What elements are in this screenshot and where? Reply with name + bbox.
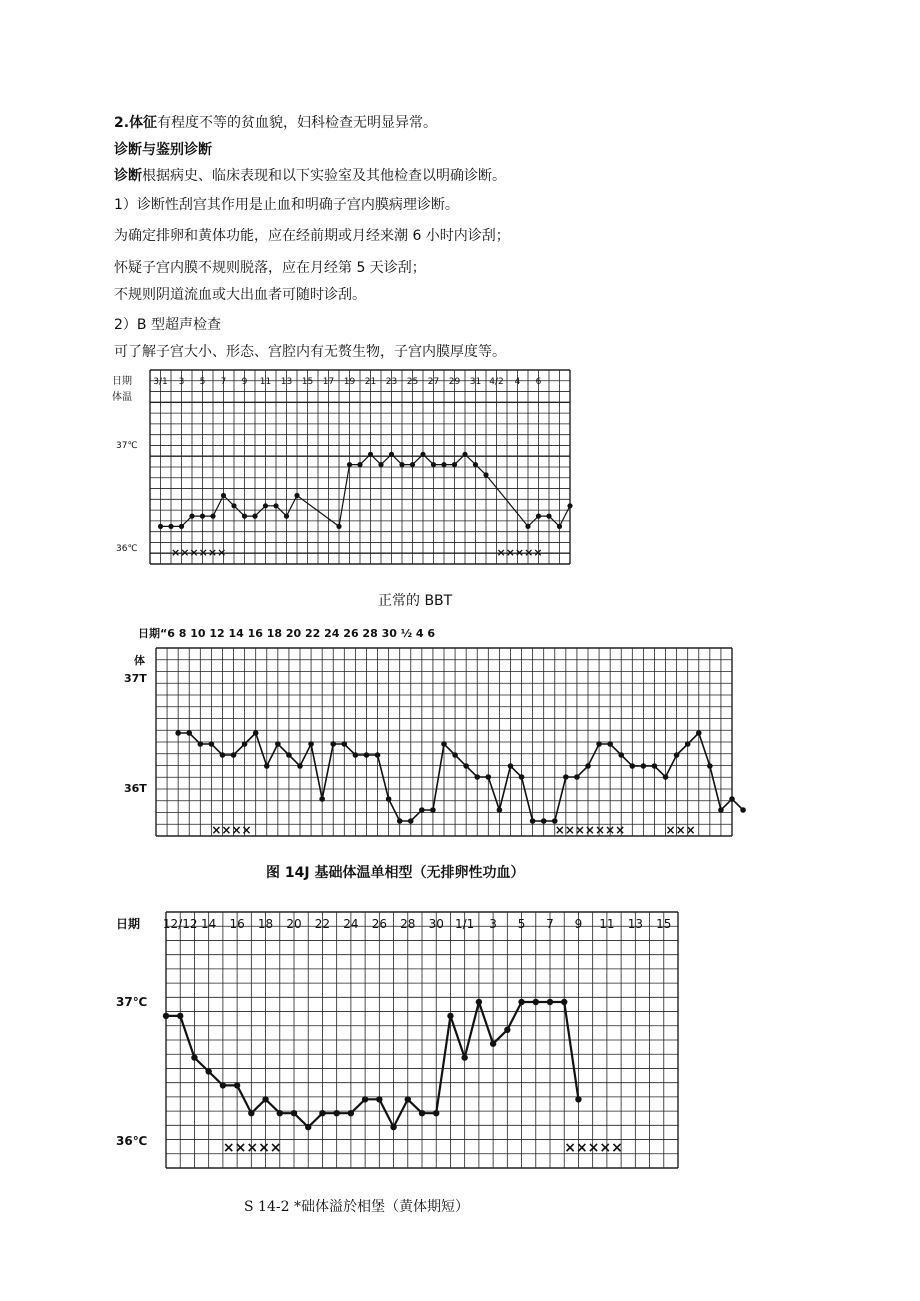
temperature-point [452, 752, 458, 758]
date-tick-label: 5 [517, 917, 526, 931]
chart-row-label: 体 [134, 654, 145, 667]
line-curettage: 1）诊断性刮宫其作用是止血和明确子宫内膜病理诊断。 [114, 197, 459, 213]
temperature-point [490, 1041, 496, 1047]
temperature-point [729, 796, 735, 802]
date-tick-label: 11 [599, 917, 615, 931]
date-tick-label: 13 [627, 917, 643, 931]
temperature-point [397, 818, 403, 824]
temperature-point [252, 514, 257, 519]
date-tick-label: 29 [448, 377, 461, 387]
diagnosis-text: 根据病史、临床表现和以下实验室及其他检查以明确诊断。 [142, 168, 506, 184]
temperature-point [474, 774, 480, 780]
temperature-point [607, 741, 613, 747]
temperature-point [652, 763, 658, 769]
temperature-point [462, 452, 467, 457]
line-bleeding: 不规则阴道流血或大出血者可随时诊刮。 [114, 287, 366, 303]
signs-text: 有程度不等的贫血貌，妇科检查无明显异常。 [157, 115, 438, 131]
date-tick-label: 30 [428, 917, 444, 931]
y-label-37: 37T [124, 672, 147, 685]
temperature-point [630, 763, 636, 769]
temperature-point [463, 763, 469, 769]
temperature-point [220, 1082, 226, 1088]
temperature-point [508, 763, 514, 769]
date-tick-label: 3 [178, 377, 185, 387]
date-tick-label: 15 [656, 917, 672, 931]
temperature-point [209, 741, 215, 747]
temperature-point [441, 462, 446, 467]
temperature-point [168, 524, 173, 529]
y-label-36: 36℃ [116, 1134, 148, 1148]
temperature-point [198, 741, 204, 747]
date-tick-label: 22 [314, 917, 331, 931]
temperature-point [231, 503, 236, 508]
date-tick-label: 12/12 [162, 917, 198, 931]
date-tick-label: 14 [201, 917, 217, 931]
temperature-point [308, 741, 314, 747]
date-tick-label: 3 [489, 917, 497, 931]
temperature-point [585, 763, 591, 769]
section-number: 2. [114, 115, 130, 131]
temperature-point [536, 514, 541, 519]
temperature-point [242, 741, 248, 747]
temperature-point [333, 1110, 339, 1116]
menses-mark: ××××× [222, 1140, 282, 1156]
date-tick-label: 1/1 [455, 917, 475, 931]
temperature-point [368, 452, 373, 457]
temperature-point [158, 524, 163, 529]
line-ovulation: 为确定排卵和黄体功能，应在经前期或月经来潮 6 小时内诊刮； [114, 228, 510, 244]
date-tick-label: 25 [406, 377, 419, 387]
temperature-point [347, 462, 352, 467]
date-tick-label: 27 [427, 377, 440, 387]
temperature-point [163, 1013, 169, 1019]
temperature-point [674, 752, 680, 758]
temperature-point [330, 741, 336, 747]
temperature-point [220, 752, 226, 758]
temperature-point [483, 472, 488, 477]
temperature-point [305, 1124, 311, 1130]
date-tick-label: 6 [535, 377, 542, 387]
caption-monophasic: 图 14J 基础体温单相型（无排卵性功血） [266, 865, 525, 881]
date-tick-label: 16 [229, 917, 245, 931]
temperature-point [357, 462, 362, 467]
temperature-point [175, 730, 181, 736]
date-tick-label: 3/1 [153, 377, 168, 387]
y-label-36: 36℃ [116, 544, 138, 554]
date-tick-label: 11 [259, 377, 272, 387]
temperature-point [221, 493, 226, 498]
temperature-point [286, 752, 292, 758]
temperature-point [275, 741, 281, 747]
chart-header-label: 日期 [112, 376, 132, 387]
temperature-point [696, 730, 702, 736]
temperature-point [375, 752, 381, 758]
temperature-point [525, 524, 530, 529]
temperature-point [273, 503, 278, 508]
temperature-point [189, 514, 194, 519]
date-tick-label: 17 [322, 377, 335, 387]
chart-header-label: 日期“6 8 10 12 14 16 18 20 22 24 26 28 30 ½ 4 6 [138, 627, 436, 640]
temperature-point [319, 796, 325, 802]
temperature-point [294, 493, 299, 498]
temperature-point [740, 807, 746, 813]
temperature-point [263, 503, 268, 508]
date-tick-label: 7 [546, 917, 554, 931]
temperature-point [353, 752, 359, 758]
temperature-point [685, 741, 691, 747]
bbt-chart-short-luteal [110, 908, 685, 1173]
menses-mark: ××××× [564, 1140, 623, 1156]
temperature-point [277, 1110, 283, 1116]
temperature-point [497, 807, 503, 813]
date-tick-label: 24 [343, 917, 359, 931]
temperature-point [486, 774, 492, 780]
bbt-chart-normal [110, 364, 580, 574]
temperature-point [452, 462, 457, 467]
date-tick-label: 23 [385, 377, 398, 387]
temperature-point [433, 1110, 439, 1116]
temperature-point [262, 1096, 268, 1102]
temperature-point [563, 774, 569, 780]
temperature-point [663, 774, 669, 780]
temperature-point [378, 462, 383, 467]
temperature-point [205, 1068, 211, 1074]
temperature-point [362, 1096, 368, 1102]
y-label-37: 37℃ [116, 995, 148, 1009]
menses-mark: ×××××× [171, 546, 227, 559]
temperature-point [419, 807, 425, 813]
date-tick-label: 13 [280, 377, 293, 387]
temperature-point [575, 1096, 581, 1102]
date-tick-label: 4/2 [489, 377, 504, 387]
date-tick-label: 5 [199, 377, 206, 387]
temperature-point [291, 1110, 297, 1116]
temperature-point [476, 999, 482, 1005]
temperature-point [541, 818, 547, 824]
temperature-point [210, 514, 215, 519]
temperature-point [405, 1096, 411, 1102]
temperature-point [518, 999, 524, 1005]
chart-row-label: 体温 [112, 392, 132, 403]
line-physical-signs [114, 114, 437, 132]
date-tick-label: 15 [301, 377, 314, 387]
date-tick-label: 7 [220, 377, 227, 387]
temperature-point [447, 1013, 453, 1019]
temperature-point [284, 514, 289, 519]
temperature-point [253, 730, 259, 736]
menses-mark: ×××× [211, 823, 252, 837]
date-tick-label: 18 [257, 917, 274, 931]
temperature-point [242, 514, 247, 519]
temperature-line [161, 454, 571, 526]
line-endometrium: 怀疑子宫内膜不规则脱落，应在月经第 5 天诊刮； [114, 260, 426, 276]
temperature-point [557, 524, 562, 529]
menses-mark: ××××× [496, 546, 543, 559]
temperature-point [567, 503, 572, 508]
temperature-point [191, 1054, 197, 1060]
line-ultrasound-detail: 可了解子宫大小、形态、宫腔内有无赘生物，子宫内膜厚度等。 [114, 344, 506, 360]
temperature-point [441, 741, 447, 747]
temperature-point [342, 741, 348, 747]
y-label-37: 37℃ [116, 441, 138, 451]
temperature-point [399, 462, 404, 467]
temperature-point [530, 818, 536, 824]
temperature-point [718, 807, 724, 813]
temperature-point [248, 1110, 254, 1116]
y-label-36: 36T [124, 782, 147, 795]
temperature-point [519, 774, 525, 780]
date-tick-label: 28 [400, 917, 416, 931]
term-signs: 体征 [129, 115, 158, 131]
caption-normal-bbt: 正常的 BBT [378, 593, 453, 609]
temperature-point [408, 818, 414, 824]
temperature-point [336, 524, 341, 529]
temperature-point [389, 452, 394, 457]
temperature-point [707, 763, 713, 769]
date-tick-label: 19 [343, 377, 356, 387]
temperature-point [461, 1054, 467, 1060]
temperature-point [596, 741, 602, 747]
line-ultrasound: 2）B 型超声检查 [114, 317, 221, 333]
date-tick-label: 26 [371, 917, 387, 931]
date-tick-label: 9 [241, 377, 248, 387]
date-tick-label: 4 [514, 377, 521, 387]
chart-header-label: 日期 [116, 917, 141, 931]
temperature-point [419, 1110, 425, 1116]
temperature-point [410, 462, 415, 467]
temperature-point [533, 999, 539, 1005]
bbt-chart-monophasic [120, 620, 740, 842]
temperature-point [574, 774, 580, 780]
temperature-point [264, 763, 270, 769]
menses-mark: ××××××× [554, 823, 626, 837]
temperature-point [186, 730, 192, 736]
temperature-point [231, 752, 237, 758]
temperature-point [618, 752, 624, 758]
temperature-point [473, 462, 478, 467]
term-diagnosis: 诊断 [114, 168, 142, 184]
temperature-point [297, 763, 303, 769]
date-tick-label: 20 [286, 917, 302, 931]
menses-mark: ××× [665, 823, 696, 837]
temperature-point [431, 462, 436, 467]
temperature-point [364, 752, 370, 758]
temperature-point [348, 1110, 354, 1116]
temperature-point [641, 763, 647, 769]
date-tick-label: 9 [574, 917, 583, 931]
temperature-point [420, 452, 425, 457]
temperature-point [390, 1124, 396, 1130]
temperature-point [177, 1013, 183, 1019]
line-diagnosis [114, 167, 506, 185]
temperature-point [200, 514, 205, 519]
temperature-point [234, 1082, 240, 1088]
temperature-point [430, 807, 436, 813]
temperature-point [179, 524, 184, 529]
temperature-point [504, 1027, 510, 1033]
temperature-point [547, 999, 553, 1005]
heading-diagnosis: 诊断与鉴别诊断 [114, 142, 212, 158]
date-tick-label: 31 [469, 377, 482, 387]
temperature-point [546, 514, 551, 519]
date-tick-label: 21 [364, 377, 377, 387]
temperature-line [166, 1002, 578, 1127]
temperature-point [561, 999, 567, 1005]
temperature-point [319, 1110, 325, 1116]
caption-short-luteal: S 14-2 *础体溢於相堡（黄体期短） [244, 1199, 469, 1215]
temperature-point [386, 796, 392, 802]
temperature-point [376, 1096, 382, 1102]
